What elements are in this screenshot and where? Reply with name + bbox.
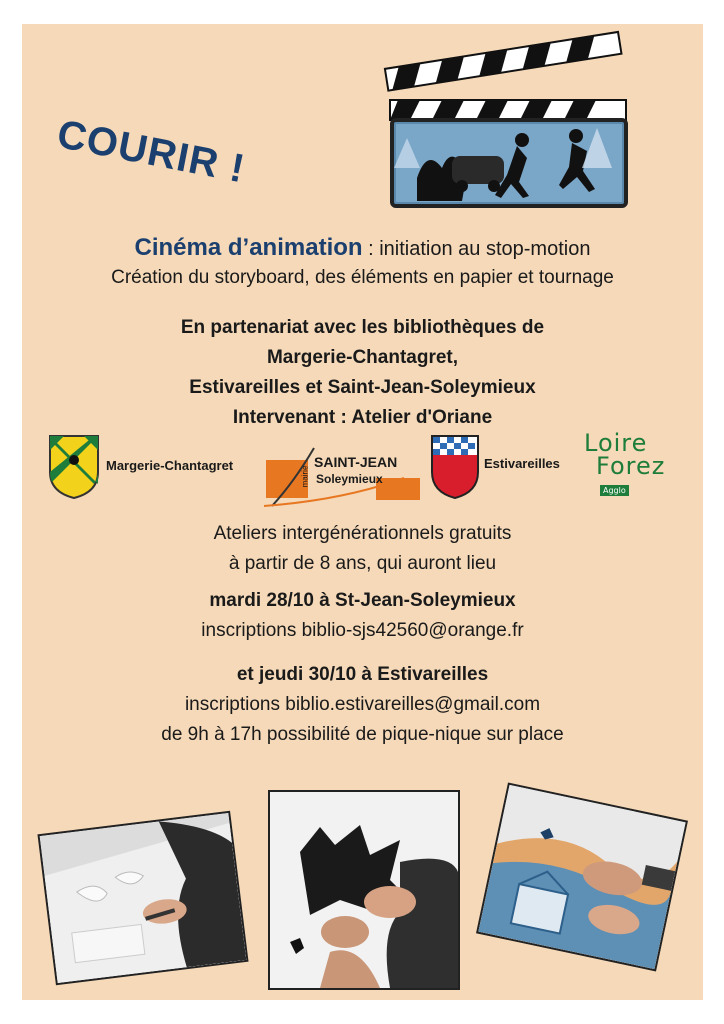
estivareilles-label: Estivareilles <box>484 456 560 471</box>
saint-jean-label: SAINT-JEAN <box>314 454 398 470</box>
estivareilles-shield-icon <box>430 434 480 500</box>
ateliers-line-2: à partir de 8 ans, qui auront lieu <box>228 553 497 574</box>
partnership-block <box>22 313 703 433</box>
intro-title-suffix: : initiation au stop-motion <box>362 238 591 260</box>
photo-middle <box>270 792 458 988</box>
workshop-photo-middle <box>270 792 458 988</box>
intro-subtitle: Création du storyboard, des éléments en papier et tournage <box>111 267 614 288</box>
loire-forez-logo <box>584 429 684 497</box>
hours-line: de 9h à 17h possibilité de pique-nique sur place <box>161 724 564 745</box>
headline: COURIR ! <box>53 112 249 192</box>
clapperboard-icon <box>362 28 634 213</box>
photo-left <box>40 813 247 983</box>
workshop-photo-right <box>478 785 685 969</box>
date-2: et jeudi 30/10 à Estivareilles <box>236 664 489 685</box>
inscriptions-2: inscriptions biblio.estivareilles@gmail.com <box>184 694 541 715</box>
intro-title: Cinéma d’animation <box>134 234 363 261</box>
saint-jean-small-label: mairie <box>300 465 310 488</box>
workshop-photo-left <box>40 813 247 983</box>
logos-row <box>22 429 703 512</box>
partnership-line-2: Margerie-Chantagret, <box>266 347 459 368</box>
loire-forez-line-1: Loire <box>584 429 648 457</box>
partnership-line-3: Estivareilles et Saint-Jean-Soleymieux <box>189 377 536 398</box>
poster <box>22 24 703 1000</box>
inscriptions-1: inscriptions biblio-sjs42560@orange.fr <box>201 620 524 641</box>
intro-line <box>22 234 703 262</box>
ateliers-block <box>22 519 703 579</box>
margerie-shield-icon <box>48 434 100 500</box>
date-1: mardi 28/10 à St-Jean-Soleymieux <box>209 590 516 611</box>
saint-jean-sub-label: Soleymieux <box>316 472 383 486</box>
loire-forez-line-2: Forez <box>596 452 666 480</box>
partnership-line-1: En partenariat avec les bibliothèques de <box>180 317 545 338</box>
ateliers-line-1: Ateliers intergénérationnels gratuits <box>213 523 512 544</box>
loire-forez-line-3: Agglo <box>600 485 629 496</box>
photo-right <box>478 785 685 969</box>
margerie-label: Margerie-Chantagret <box>106 458 234 473</box>
partnership-line-4: Intervenant : Atelier d'Oriane <box>232 407 493 428</box>
